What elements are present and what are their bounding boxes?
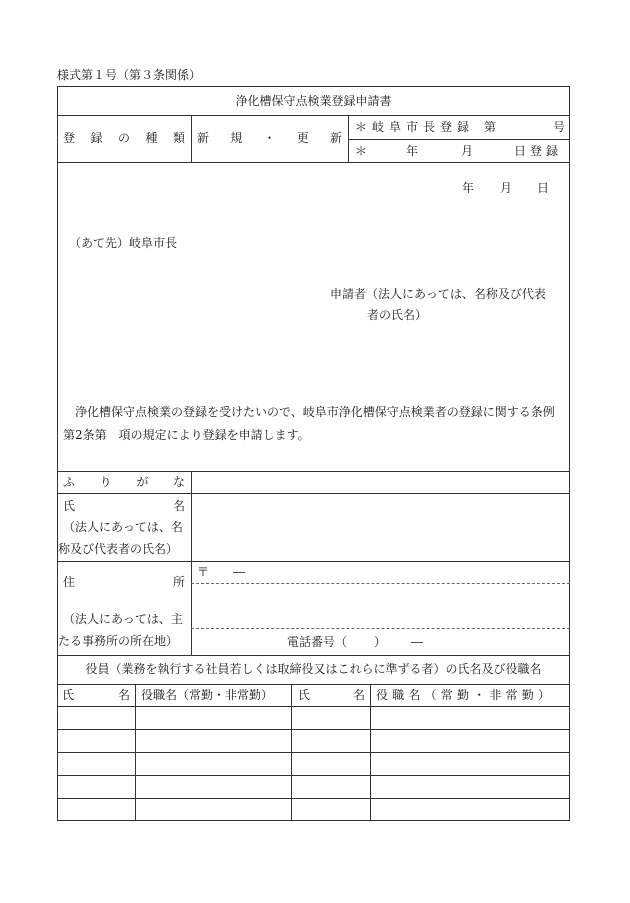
officers-col-position: 役職名（常勤・非常勤） xyxy=(141,688,274,702)
officer-name-input[interactable] xyxy=(58,730,134,752)
phone-paren: ） xyxy=(374,635,387,649)
registration-month: 月 xyxy=(461,144,474,158)
divider xyxy=(191,115,192,162)
officer-name-input[interactable] xyxy=(58,753,134,775)
date-year[interactable]: 年 xyxy=(462,181,475,195)
statement-line-2: 第2条第 項の規定により登録を申請します。 xyxy=(63,428,310,442)
option-separator: ・ xyxy=(263,131,276,145)
address-label: 住 所 xyxy=(63,575,185,589)
registration-date-mark: ＊ xyxy=(355,144,368,158)
statement-line-1: 浄化槽保守点検業の登録を受けたいので、岐阜市浄化槽保守点検業者の登録に関する条例 xyxy=(75,405,555,419)
furigana-input[interactable] xyxy=(192,472,569,492)
addressee: （あて先）岐阜市長 xyxy=(69,236,178,250)
officer-name-input-2[interactable] xyxy=(292,799,369,821)
officer-name-input-2[interactable] xyxy=(292,730,369,752)
officer-name-input[interactable] xyxy=(58,707,134,729)
applicant-label-cont: 者の氏名） xyxy=(367,308,428,322)
officer-position-input[interactable] xyxy=(136,753,290,775)
form-title: 浄化槽保守点検業登録申請書 xyxy=(235,94,392,108)
applicant-label: 申請者（法人にあっては、名称及び代表 xyxy=(330,287,546,301)
phone-dash: ― xyxy=(411,635,423,649)
divider xyxy=(57,162,570,163)
registration-number-prefix: 第 xyxy=(484,120,497,134)
address-input[interactable] xyxy=(192,585,569,627)
officer-position-input-2[interactable] xyxy=(371,776,569,798)
form-number: 様式第１号（第３条関係） xyxy=(57,68,202,82)
officers-heading: 役員（業務を執行する社員若しくは取締役又はこれらに準ずる者）の氏名及び役職名 xyxy=(85,662,542,676)
registration-type-options xyxy=(197,132,342,144)
officers-col-name: 氏 名 xyxy=(62,688,130,702)
name-note-1: （法人にあっては、名 xyxy=(63,520,183,534)
officer-position-input[interactable] xyxy=(136,707,290,729)
registration-authority: ＊岐阜市長登録 xyxy=(355,120,475,134)
date-month[interactable]: 月 xyxy=(500,181,513,195)
renew-option-2[interactable]: 新 xyxy=(329,131,342,145)
new-option-2[interactable]: 規 xyxy=(230,131,243,145)
officer-position-input-2[interactable] xyxy=(371,799,569,821)
divider xyxy=(348,139,570,140)
officer-position-input-2[interactable] xyxy=(371,707,569,729)
registration-year: 年 xyxy=(406,144,419,158)
officer-name-input-2[interactable] xyxy=(292,776,369,798)
officer-position-input[interactable] xyxy=(136,730,290,752)
officer-name-input-2[interactable] xyxy=(292,707,369,729)
name-input[interactable] xyxy=(192,494,569,560)
officers-col-name-2: 氏 名 xyxy=(298,688,365,702)
postal-dash: ― xyxy=(233,565,245,579)
registration-day: 日登録 xyxy=(514,144,563,158)
officer-position-input[interactable] xyxy=(136,799,290,821)
divider-dashed xyxy=(191,628,570,629)
divider xyxy=(57,561,570,562)
officer-position-input-2[interactable] xyxy=(371,753,569,775)
name-label: 氏 名 xyxy=(63,499,185,513)
name-note-2: 称及び代表者の氏名） xyxy=(58,542,179,556)
officers-col-position-2: 役職名（常勤・非常勤） xyxy=(376,688,555,702)
phone-label: 電話番号（ xyxy=(287,635,348,649)
postal-mark: 〒 xyxy=(197,565,210,579)
date-day[interactable]: 日 xyxy=(537,181,550,195)
officer-name-input[interactable] xyxy=(58,799,134,821)
registration-type-label: 登 録 の 種 類 xyxy=(63,131,185,145)
officer-name-input-2[interactable] xyxy=(292,753,369,775)
address-note-1: （法人にあっては、主 xyxy=(63,612,183,626)
officer-name-input[interactable] xyxy=(58,776,134,798)
divider xyxy=(57,655,570,656)
officer-position-input-2[interactable] xyxy=(371,730,569,752)
divider-dashed xyxy=(191,583,570,584)
divider xyxy=(57,115,570,116)
address-note-2: たる事務所の所在地） xyxy=(58,634,179,648)
new-option-1[interactable]: 新 xyxy=(197,131,210,145)
divider xyxy=(57,684,570,685)
renew-option-1[interactable]: 更 xyxy=(296,131,309,145)
registration-number-suffix: 号 xyxy=(553,120,566,134)
officer-position-input[interactable] xyxy=(136,776,290,798)
furigana-label: ふ り が な xyxy=(63,475,185,489)
